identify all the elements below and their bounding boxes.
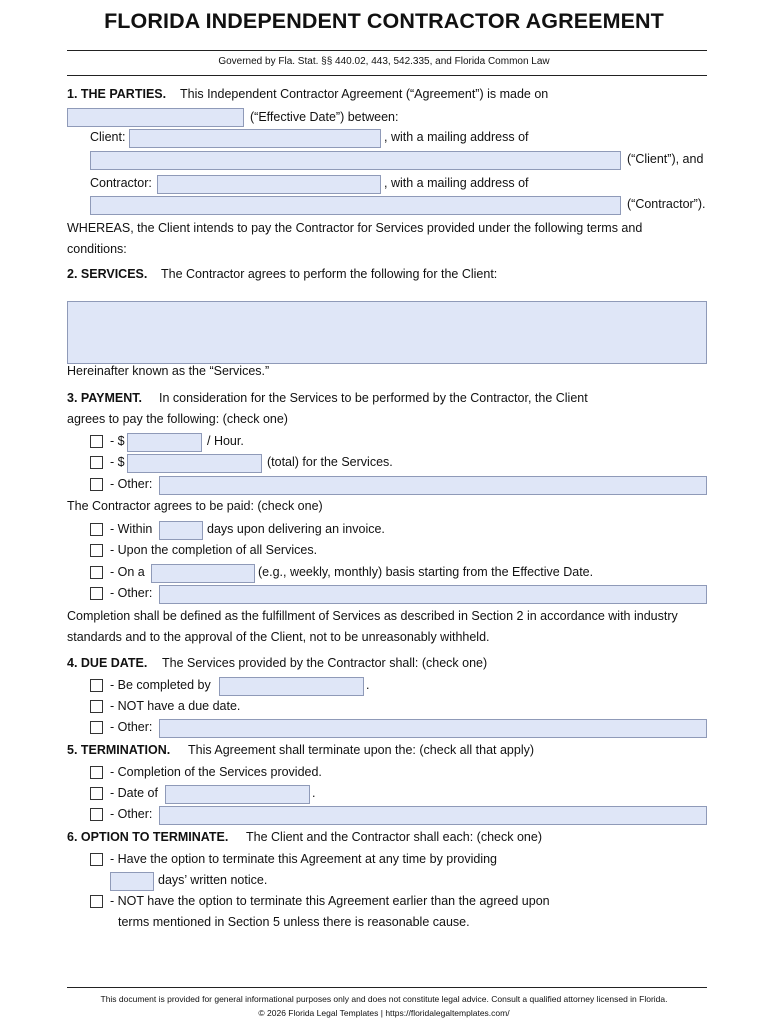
pay-hourly-suffix: / Hour. xyxy=(207,434,244,448)
section-3-heading: 3. PAYMENT. xyxy=(67,391,143,405)
section-2-heading: 2. SERVICES. xyxy=(67,267,148,281)
section-6-heading: 6. OPTION TO TERMINATE. xyxy=(67,830,229,844)
client-tag: (“Client”), and xyxy=(627,152,704,166)
total-amount-field[interactable] xyxy=(127,454,262,473)
client-address-field[interactable] xyxy=(90,151,621,170)
term-completion-checkbox[interactable] xyxy=(90,766,103,779)
document-subtitle: Governed by Fla. Stat. §§ 440.02, 443, 542.335, and Florida Common Law xyxy=(218,56,550,67)
section-4-text: The Services provided by the Contractor shall: (check one) xyxy=(162,656,488,670)
paid-basis-suffix: (e.g., weekly, monthly) basis starting from the Effective Date. xyxy=(258,565,594,579)
whereas-line-1: WHEREAS, the Client intends to pay the Contractor for Services provided under the following terms and xyxy=(67,221,643,235)
services-after-text: Hereinafter known as the “Services.” xyxy=(67,364,270,378)
paid-completion-checkbox[interactable] xyxy=(90,544,103,557)
term-date-checkbox[interactable] xyxy=(90,787,103,800)
option-no-terminate-checkbox[interactable] xyxy=(90,895,103,908)
term-date-field[interactable] xyxy=(165,785,310,804)
option-no-terminate-text-2: terms mentioned in Section 5 unless there is reasonable cause. xyxy=(118,915,470,929)
paid-within-label: - Within xyxy=(110,522,153,536)
section-4-heading: 4. DUE DATE. xyxy=(67,656,148,670)
notice-days-label: days’ written notice. xyxy=(158,873,268,887)
contractor-mailing-label: , with a mailing address of xyxy=(384,176,529,190)
term-other-field[interactable] xyxy=(159,806,707,825)
term-completion-label: - Completion of the Services provided. xyxy=(110,765,322,779)
effective-date-field[interactable] xyxy=(67,108,244,127)
pay-hourly-checkbox[interactable] xyxy=(90,435,103,448)
pay-total-prefix: - $ xyxy=(110,455,125,469)
no-due-date-label: - NOT have a due date. xyxy=(110,699,241,713)
footer-divider xyxy=(67,987,707,988)
hourly-rate-field[interactable] xyxy=(127,433,202,452)
section-5-text: This Agreement shall terminate upon the: (check all that apply) xyxy=(188,743,535,757)
notice-days-field[interactable] xyxy=(110,872,154,891)
paid-basis-label: - On a xyxy=(110,565,145,579)
no-due-date-checkbox[interactable] xyxy=(90,700,103,713)
paid-within-suffix: days upon delivering an invoice. xyxy=(207,522,385,536)
contractor-tag: (“Contractor”). xyxy=(627,197,706,211)
client-label: Client: xyxy=(90,130,126,144)
term-other-checkbox[interactable] xyxy=(90,808,103,821)
section-1-intro: This Independent Contractor Agreement (“Agreement”) is made on xyxy=(180,87,549,101)
paid-other-checkbox[interactable] xyxy=(90,587,103,600)
pay-other-label: - Other: xyxy=(110,477,153,491)
services-description-field[interactable] xyxy=(67,301,707,364)
section-3-text-1: In consideration for the Services to be performed by the Contractor, the Client xyxy=(159,391,588,405)
option-notice-text: - Have the option to terminate this Agreement at any time by providing xyxy=(110,852,498,866)
section-1-heading: 1. THE PARTIES. xyxy=(67,87,167,101)
paid-basis-checkbox[interactable] xyxy=(90,566,103,579)
pay-other-checkbox[interactable] xyxy=(90,478,103,491)
title-divider xyxy=(67,50,707,51)
effective-date-label: (“Effective Date”) between: xyxy=(250,110,399,124)
due-by-checkbox[interactable] xyxy=(90,679,103,692)
due-other-checkbox[interactable] xyxy=(90,721,103,734)
footer-copyright: © 2026 Florida Legal Templates | https://floridalegaltemplates.com/ xyxy=(258,1008,510,1018)
completion-line-1: Completion shall be defined as the fulfillment of Services as described in Section 2 in accordance with industry xyxy=(67,609,678,623)
paid-within-checkbox[interactable] xyxy=(90,523,103,536)
option-notice-checkbox[interactable] xyxy=(90,853,103,866)
term-other-label: - Other: xyxy=(110,807,153,821)
contractor-address-field[interactable] xyxy=(90,196,621,215)
paid-within-days-field[interactable] xyxy=(159,521,203,540)
pay-other-field[interactable] xyxy=(159,476,707,495)
client-mailing-label: , with a mailing address of xyxy=(384,130,529,144)
section-2-text: The Contractor agrees to perform the following for the Client: xyxy=(161,267,498,281)
pay-total-checkbox[interactable] xyxy=(90,456,103,469)
whereas-line-2: conditions: xyxy=(67,242,127,256)
contractor-name-field[interactable] xyxy=(157,175,381,194)
paid-other-label: - Other: xyxy=(110,586,153,600)
section-6-text: The Client and the Contractor shall each: (check one) xyxy=(246,830,542,844)
due-by-end: . xyxy=(366,678,370,692)
paid-completion-label: - Upon the completion of all Services. xyxy=(110,543,318,557)
document-title: FLORIDA INDEPENDENT CONTRACTOR AGREEMENT xyxy=(104,9,664,33)
due-other-field[interactable] xyxy=(159,719,707,738)
contractor-label: Contractor: xyxy=(90,176,152,190)
footer-disclaimer: This document is provided for general informational purposes only and does not constitute legal advice. Consult a qualified attorney licensed in Florida. xyxy=(100,994,668,1004)
term-date-end: . xyxy=(312,786,316,800)
due-date-field[interactable] xyxy=(219,677,364,696)
subtitle-divider xyxy=(67,75,707,76)
paid-other-field[interactable] xyxy=(159,585,707,604)
due-other-label: - Other: xyxy=(110,720,153,734)
section-5-heading: 5. TERMINATION. xyxy=(67,743,171,757)
paid-label: The Contractor agrees to be paid: (check one) xyxy=(67,499,323,513)
option-no-terminate-text-1: - NOT have the option to terminate this Agreement earlier than the agreed upon xyxy=(110,894,550,908)
client-name-field[interactable] xyxy=(129,129,381,148)
due-by-label: - Be completed by xyxy=(110,678,211,692)
section-3-text-2: agrees to pay the following: (check one) xyxy=(67,412,288,426)
completion-line-2: standards and to the approval of the Client, not to be unreasonably withheld. xyxy=(67,630,490,644)
pay-total-suffix: (total) for the Services. xyxy=(267,455,393,469)
term-date-label: - Date of xyxy=(110,786,158,800)
paid-basis-field[interactable] xyxy=(151,564,255,583)
pay-hourly-prefix: - $ xyxy=(110,434,125,448)
